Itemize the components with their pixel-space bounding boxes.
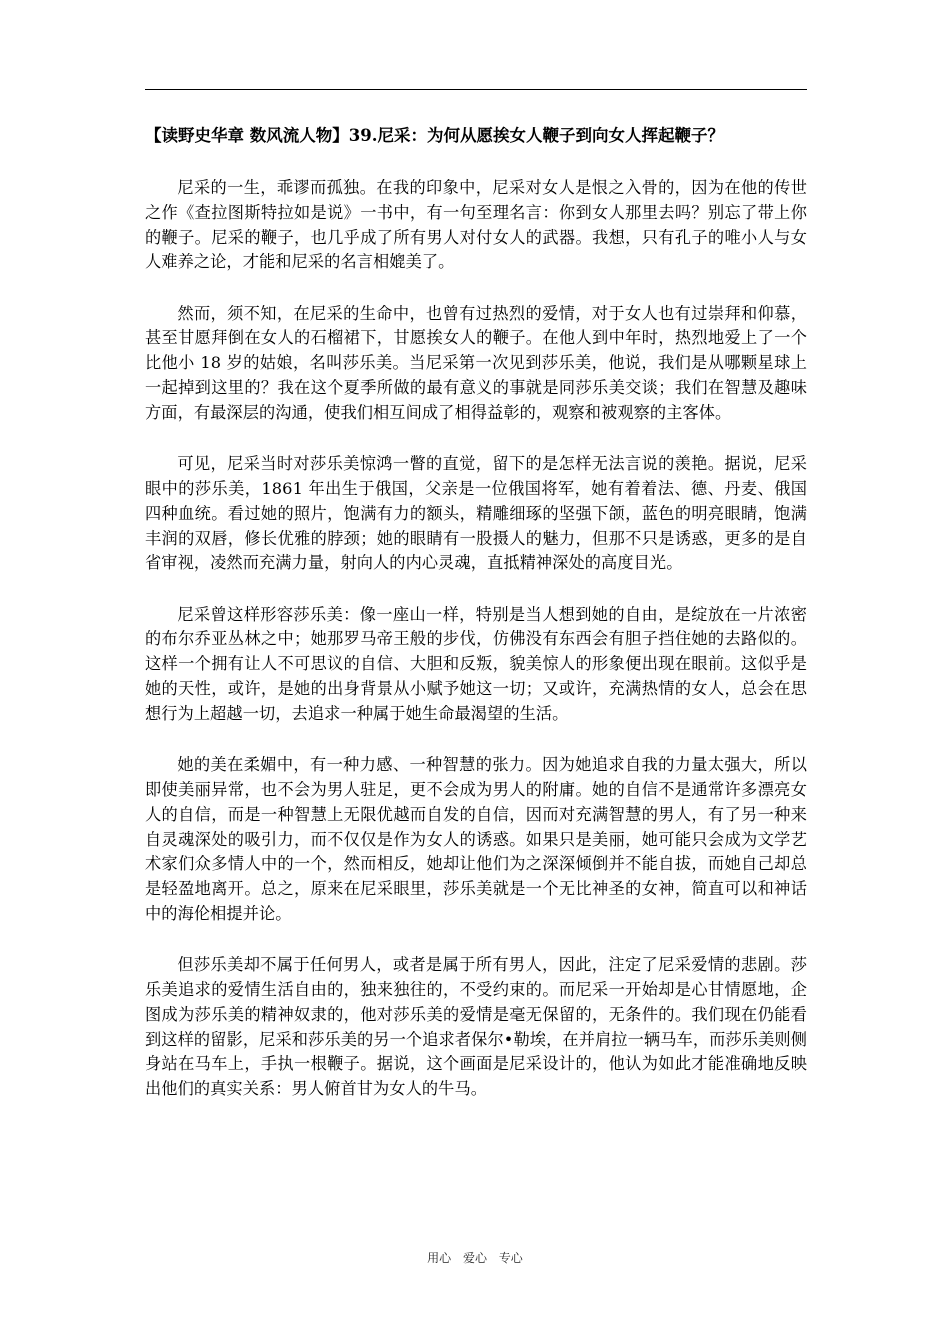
paragraph-3: 可见，尼采当时对莎乐美惊鸿一瞥的直觉，留下的是怎样无法言说的羡艳。据说，尼采眼中的莎乐美，1861 年出生于俄国，父亲是一位俄国将军，她有着着法、德、丹麦、俄国四种血统。看过她的照片，饱满有力的额头，精雕细琢的坚强下颌，蓝色的明亮眼睛，饱满丰润的双唇，修长优雅的脖颈；她的眼睛有一股摄人的魅力，但那不只是诱惑，更多的是自省审视，凌然而充满力量，射向人的内心灵魂，直抵精神深处的高度目光。	[145, 454, 807, 573]
paragraph-5: 她的美在柔媚中，有一种力感、一种智慧的张力。因为她追求自我的力量太强大，所以即使美丽异常，也不会为男人驻足，更不会成为男人的附庸。她的自信不是通常许多漂亮女人的自信，而是一种智慧上无限优越而自发的自信，因而对充满智慧的男人，有了另一种来自灵魂深处的吸引力，而不仅仅是作为女人的诱惑。如果只是美丽，她可能只会成为文学艺术家们众多情人中的一个，然而相反，她却让他们为之深深倾倒并不能自拔，而她自己却总是轻盈地离开。总之，原来在尼采眼里，莎乐美就是一个无比神圣的女神，简直可以和神话中的海伦相提并论。	[145, 755, 807, 923]
paragraph-1: 尼采的一生，乖谬而孤独。在我的印象中，尼采对女人是恨之入骨的，因为在他的传世之作《查拉图斯特拉如是说》一书中，有一句至理名言：你到女人那里去吗？别忘了带上你的鞭子。尼采的鞭子，也几乎成了所有男人对付女人的武器。我想，只有孔子的唯小人与女人难养之论，才能和尼采的名言相媲美了。	[145, 178, 807, 272]
article-body	[145, 176, 807, 1129]
paragraph-6: 但莎乐美却不属于任何男人，或者是属于所有男人，因此，注定了尼采爱情的悲剧。莎乐美追求的爱情生活自由的，独来独往的，不受约束的。而尼采一开始却是心甘情愿地，企图成为莎乐美的精神奴隶的，他对莎乐美的爱情是毫无保留的，无条件的。我们现在仍能看到这样的留影，尼采和莎乐美的另一个追求者保尔•勒埃，在并肩拉一辆马车，而莎乐美则侧身站在马车上，手执一根鞭子。据说，这个画面是尼采设计的，他认为如此才能准确地反映出他们的真实关系：男人俯首甘为女人的牛马。	[145, 955, 807, 1099]
header-rule	[145, 89, 807, 90]
paragraph-4: 尼采曾这样形容莎乐美：像一座山一样，特别是当人想到她的自由，是绽放在一片浓密的布尔乔亚丛林之中；她那罗马帝王般的步伐，仿佛没有东西会有胆子挡住她的去路似的。这样一个拥有让人不可思议的自信、大胆和反叛，貌美惊人的形象便出现在眼前。这似乎是她的天性，或许，是她的出身背景从小赋予她这一切；又或许，充满热情的女人，总会在思想行为上超越一切，去追求一种属于她生命最渴望的生活。	[145, 604, 807, 723]
article-title: 【读野史华章 数风流人物】39.尼采：为何从愿挨女人鞭子到向女人挥起鞭子？	[145, 126, 724, 145]
paragraph-2: 然而，须不知，在尼采的生命中，也曾有过热烈的爱情，对于女人也有过崇拜和仰慕，甚至甘愿拜倒在女人的石榴裙下，甘愿挨女人的鞭子。在他人到中年时，热烈地爱上了一个比他小 18 岁的姑娘，名叫莎乐美。当尼采第一次见到莎乐美，他说，我们是从哪颗星球上一起掉到这里的？我在这个夏季所做的最有意义的事就是同莎乐美交谈；我们在智慧及趣味方面，有最深层的沟通，使我们相互间成了相得益彰的，观察和被观察的主客体。	[145, 303, 807, 422]
page-footer: 用心 爱心 专心	[427, 1251, 523, 1265]
